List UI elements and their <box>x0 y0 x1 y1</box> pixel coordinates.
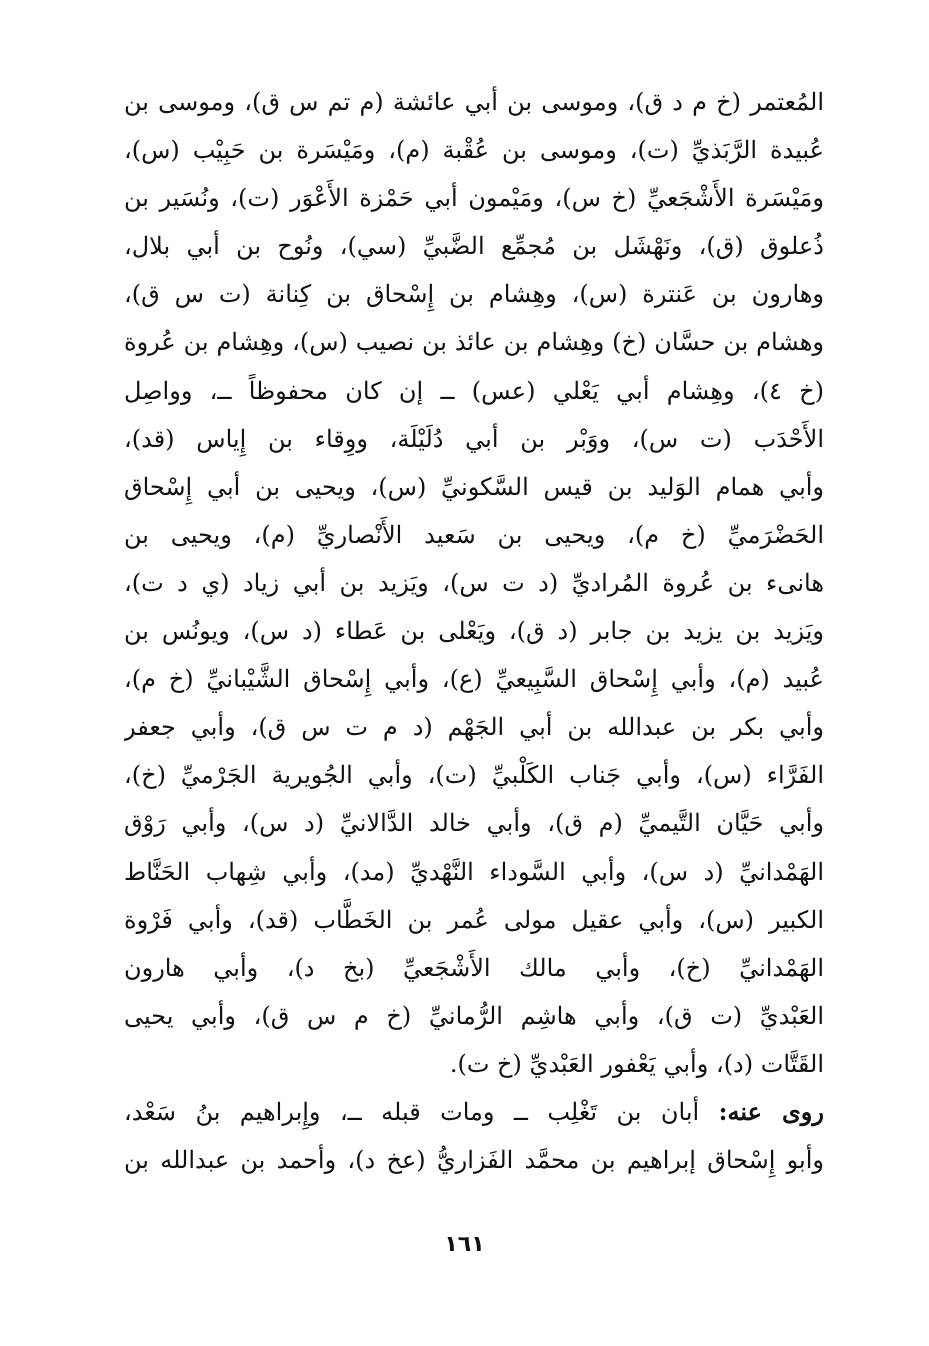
text-line: وأبي همام الوَليد بن قيس السَّكونيِّ (س)، ويحيى بن أبي إِسْحاق <box>124 472 824 501</box>
text-line: الهَمْدانيِّ (خ)، وأبي مالك الأَشْجَعيِّ (بخ د)، وأبي هارون <box>124 953 824 982</box>
text-line: الكبير (س)، وأبي عقيل مولى عُمر بن الخَطَّاب (قد)، وأبي فَرْوة <box>124 905 824 934</box>
text-line: هانىء بن عُروة المُراديِّ (د ت س)، ويَزيد بن أبي زياد (ي د ت)، <box>124 568 824 597</box>
text-line: وهشام بن حسَّان (خ) وهِشام بن عائذ بن نصيب (س)، وهِشام بن عُروة <box>124 328 824 357</box>
text-line: ومَيْسَرة الأَشْجَعيِّ (خ س)، ومَيْمون أبي حَمْزة الأَعْوَر (ت)، ونُسَير بن <box>124 184 824 213</box>
text-line: الهَمْدانيِّ (د س)، وأبي السَّوداء النَّهْديِّ (مد)، وأبي شِهاب الحَنَّاط <box>124 857 824 886</box>
text-line: عُبيد (م)، وأبي إِسْحاق السَّبِيعيِّ (ع)، وأبي إِسْحاق الشَّيْبانيِّ (خ م)، <box>124 665 824 694</box>
text-line: وأبي حَيَّان التَّيميِّ (م ق)، وأبي خالد الدَّالانيِّ (د س)، وأبي رَوْق <box>124 809 824 838</box>
narrated-label: روى عنه: <box>718 1096 824 1126</box>
text-line: العَبْديِّ (ت ق)، وأبي هاشِم الرُّمانيِّ (خ م س ق)، وأبي يحيى <box>124 1001 824 1030</box>
text-line: وأبو إِسْحاق إبراهيم بن محمَّد الفَزاريُّ (عخ د)، وأحمد بن عبدالله بن <box>124 1146 824 1175</box>
text-line: (خ ٤)، وهِشام أبي يَعْلي (عس) ــ إن كان محفوظاً ــ، وواصِل <box>124 376 824 405</box>
text-line: الحَضْرَميِّ (خ م)، ويحيى بن سَعيد الأَنْصاريِّ (م)، ويحيى بن <box>124 520 824 549</box>
text-line: عُبيدة الرَّبَذيِّ (ت)، وموسى بن عُقْبة (م)، ومَيْسَرة بن حَبِيْب (س)، <box>124 136 824 165</box>
text-line: وهارون بن عَنترة (س)، وهِشام بن إِسْحاق بن كِنانة (ت س ق)، <box>124 280 824 309</box>
text-line: وأبي بكر بن عبدالله بن أبي الجَهْم (د م ت س ق)، وأبي جعفر <box>124 713 824 742</box>
text-line: المُعتمر (خ م د ق)، وموسى بن أبي عائشة (م تم س ق)، وموسى بن <box>124 88 824 116</box>
narrated-line-rest: أبان بن تَغْلِب ــ ومات قبله ــ، وإِبراهيم بنُ سَعْد، <box>124 1097 700 1126</box>
text-line: ذُعلوق (ق)، ونَهْشَل بن مُجمِّع الضَّبيِّ (سي)، ونُوح بن أبي بلال، <box>124 232 824 261</box>
text-line: ويَزيد بن يزيد بن جابر (د ق)، ويَعْلى بن عَطاء (د س)، ويونُس بن <box>124 617 824 646</box>
text-line: القَتَّات (د)، وأبي يَعْفور العَبْديِّ (خ ت). <box>449 1049 824 1078</box>
text-line: الأَحْدَب (ت س)، ووَبْر بن أبي دُلَيْلَة، ووِقاء بن إِياس (قد)، <box>124 424 824 453</box>
text-line: الفَرَّاء (س)، وأبي جَناب الكَلْبيِّ (ت)، وأبي الجُويرية الجَرْميِّ (خ)، <box>124 761 824 790</box>
page-number: ١٦١ <box>444 1232 485 1257</box>
body-text <box>124 78 824 1184</box>
narrators-line <box>124 1088 824 1136</box>
